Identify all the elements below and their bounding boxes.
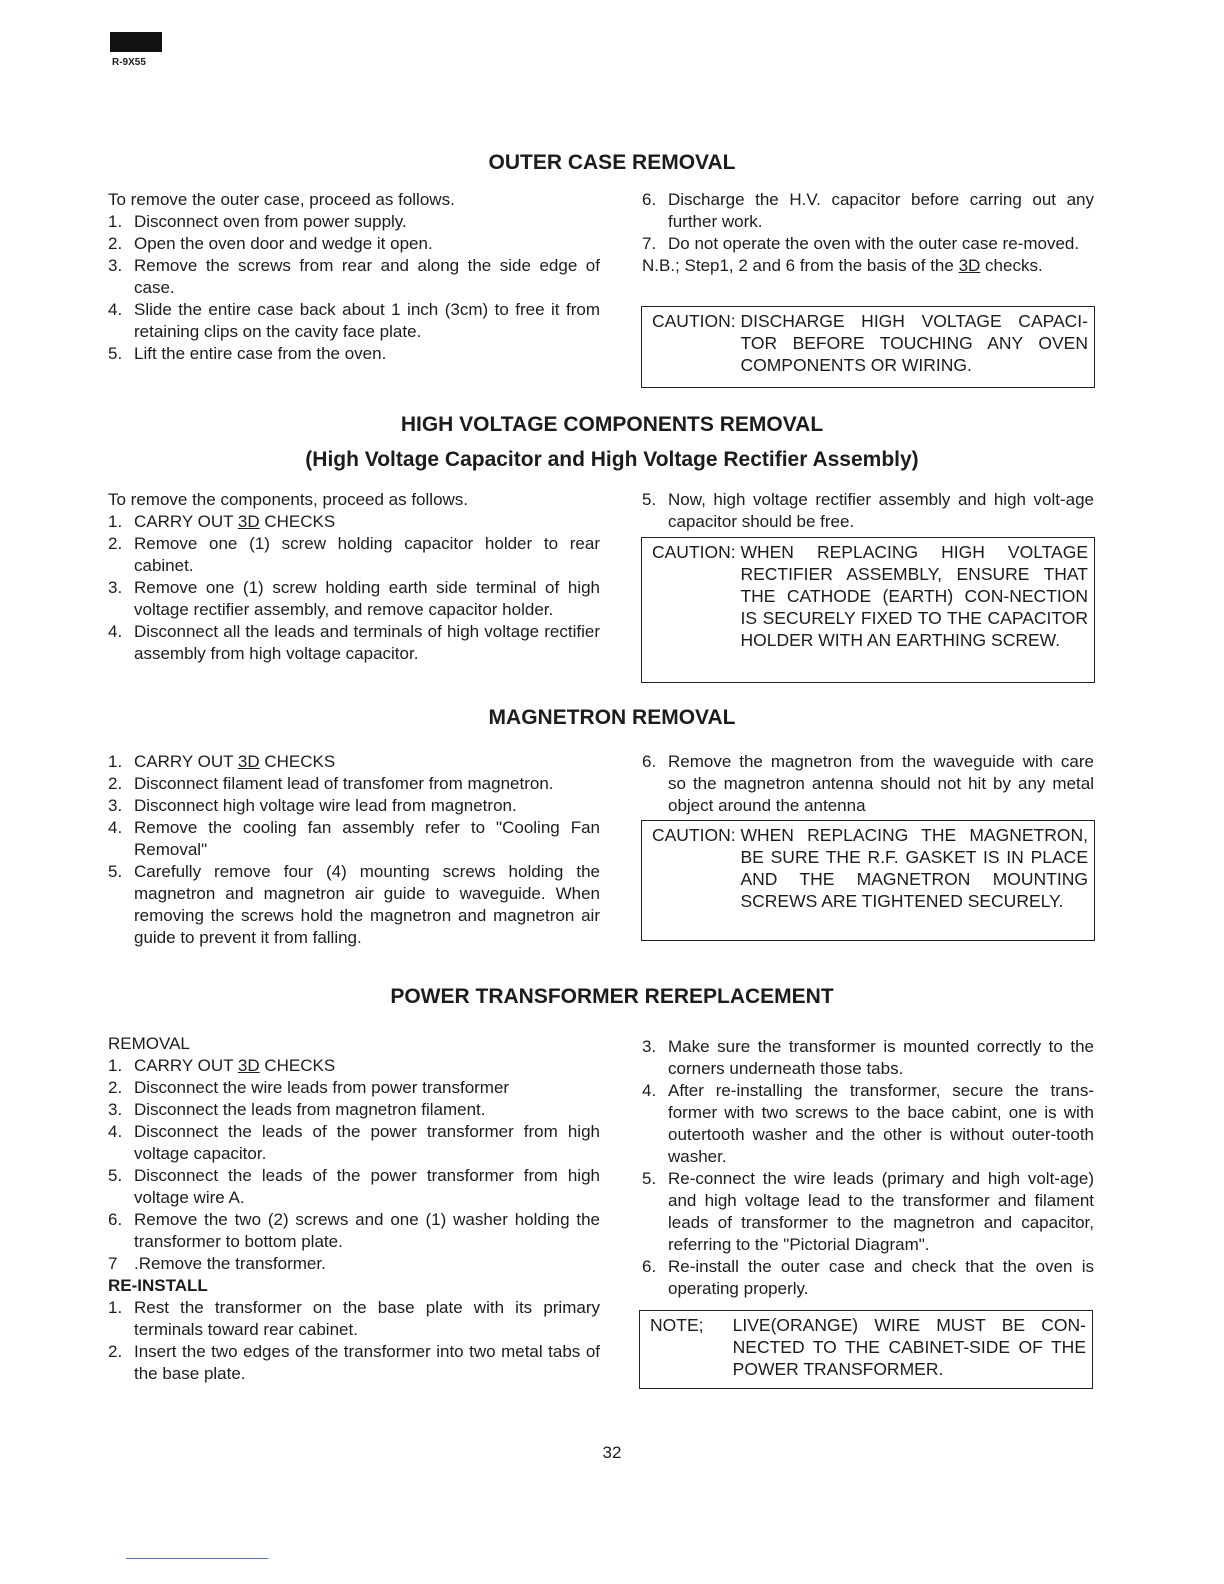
list-item: 6. Remove the magnetron from the waveguide with care so the magnetron antenna should not hit by any metal object around the antenna [642,752,1094,815]
note-text: LIVE(ORANGE) WIRE MUST BE CON-NECTED TO THE CABINET-SIDE OF THE POWER TRANSFORMER. [732,1315,1086,1379]
list-item: 5. Disconnect the leads of the power transformer from high voltage wire A. [108,1166,600,1207]
removal-label: REMOVAL [108,1034,190,1053]
list-item: 2. Insert the two edges of the transformer into two metal tabs of the base plate. [108,1342,600,1383]
list-item: 6. Re-install the outer case and check that the oven is operating properly. [642,1257,1094,1298]
list-item: 3. Remove one (1) screw holding earth side terminal of high voltage rectifier assembly, and remove capacitor holder. [108,578,600,619]
caution-text: WHEN REPLACING THE MAGNETRON, BE SURE THE R.F. GASKET IS IN PLACE AND THE MAGNETRON MOUNTING SCREWS ARE TIGHTENED SECURELY. [740,825,1088,911]
nb-note: N.B.; Step1, 2 and 6 from the basis of the 3D checks. [642,256,1043,275]
caution-label: CAUTION: [652,311,741,331]
list-item: 5. Carefully remove four (4) mounting screws holding the magnetron and magnetron air guide to waveguide. When removing the screws hold the magnetron and magnetron air guide to prevent it from falling. [108,862,600,947]
outer-case-left-column [108,189,600,365]
list-item: 3. Disconnect the leads from magnetron filament. [108,1100,486,1119]
list-item: 4. Remove the cooling fan assembly refer to "Cooling Fan Removal" [108,818,600,859]
hv-subtitle: (High Voltage Capacitor and High Voltage Rectifier Assembly) [305,448,919,471]
list-item: 5. Re-connect the wire leads (primary and high volt-age) and high voltage lead to the transformer and filament leads of transformer to the magnetron and capacitor, referring to the "Pictorial Diagram". [642,1169,1094,1254]
caution-text: WHEN REPLACING HIGH VOLTAGE RECTIFIER ASSEMBLY, ENSURE THAT THE CATHODE (EARTH) CON-NECTION IS SECURELY FIXED TO THE CAPACITOR HOLDER WITH AN EARTHING SCREW. [740,542,1088,650]
list-item: 4. Disconnect all the leads and terminals of high voltage rectifier assembly from high voltage capacitor. [108,622,600,663]
list-item: 7 .Remove the transformer. [108,1254,326,1273]
outer-case-right-column [642,189,1094,277]
list-item: 6. Remove the two (2) screws and one (1) washer holding the transformer to bottom plate. [108,1210,600,1251]
list-item: 7. Do not operate the oven with the outer case re-moved. [642,234,1080,253]
list-item: 1. CARRY OUT 3D CHECKS [108,512,336,531]
magnetron-right-column [642,751,1094,817]
list-item: 3. Make sure the transformer is mounted correctly to the corners underneath those tabs. [642,1037,1094,1078]
model-number: R-9X55 [112,57,146,68]
hv-left-column [108,489,600,665]
magnetron-title: MAGNETRON REMOVAL [488,706,736,729]
outer-case-caution-box [641,306,1095,388]
list-item: 4. Slide the entire case back about 1 inch (3cm) to free it from retaining clips on the cavity face plate. [108,300,600,341]
reinstall-label: RE-INSTALL [108,1276,208,1295]
pt-right-column [642,1036,1094,1300]
list-item: 5. Now, high voltage rectifier assembly and high volt-age capacitor should be free. [642,490,1094,531]
list-item: 1. CARRY OUT 3D CHECKS [108,752,336,771]
list-item: 2. Disconnect filament lead of transfomer from magnetron. [108,774,554,793]
list-item: 1. CARRY OUT 3D CHECKS [108,1056,336,1075]
list-item: 4. After re-installing the transformer, secure the trans-former with two screws to the bace cabint, one is with outertooth washer and the other is without outer-tooth washer. [642,1081,1094,1166]
list-item: 5. Lift the entire case from the oven. [108,344,387,363]
caution-text: DISCHARGE HIGH VOLTAGE CAPACI-TOR BEFORE TOUCHING ANY OVEN COMPONENTS OR WIRING. [740,311,1088,375]
hv-caution-box [641,537,1095,683]
footer-rule [126,1558,268,1559]
hv-right-column [642,489,1094,533]
outer-case-title: OUTER CASE REMOVAL [488,151,736,174]
hv-intro: To remove the components, proceed as follows. [108,490,469,509]
pt-left-column [108,1033,600,1385]
page-number: 32 [602,1443,622,1462]
power-transformer-title: POWER TRANSFORMER REREPLACEMENT [390,985,834,1008]
list-item: 3. Remove the screws from rear and along the side edge of case. [108,256,600,297]
list-item: 6. Discharge the H.V. capacitor before carring out any further work. [642,190,1094,231]
outer-case-intro: To remove the outer case, proceed as follows. [108,190,455,209]
list-item: 1. Rest the transformer on the base plate with its primary terminals toward rear cabinet. [108,1298,600,1339]
list-item: 2. Remove one (1) screw holding capacitor holder to rear cabinet. [108,534,600,575]
list-item: 3. Disconnect high voltage wire lead from magnetron. [108,796,517,815]
model-label-bar [110,32,162,52]
magnetron-left-column [108,751,600,949]
list-item: 4. Disconnect the leads of the power transformer from high voltage capacitor. [108,1122,600,1163]
list-item: 2. Disconnect the wire leads from power transformer [108,1078,510,1097]
list-item: 1. Disconnect oven from power supply. [108,212,407,231]
caution-label: CAUTION: [652,825,741,845]
pt-note-box [639,1310,1093,1389]
list-item: 2. Open the oven door and wedge it open. [108,234,433,253]
caution-label: CAUTION: [652,542,741,562]
note-label: NOTE; [650,1315,733,1335]
magnetron-caution-box [641,820,1095,941]
hv-title: HIGH VOLTAGE COMPONENTS REMOVAL [400,413,824,436]
